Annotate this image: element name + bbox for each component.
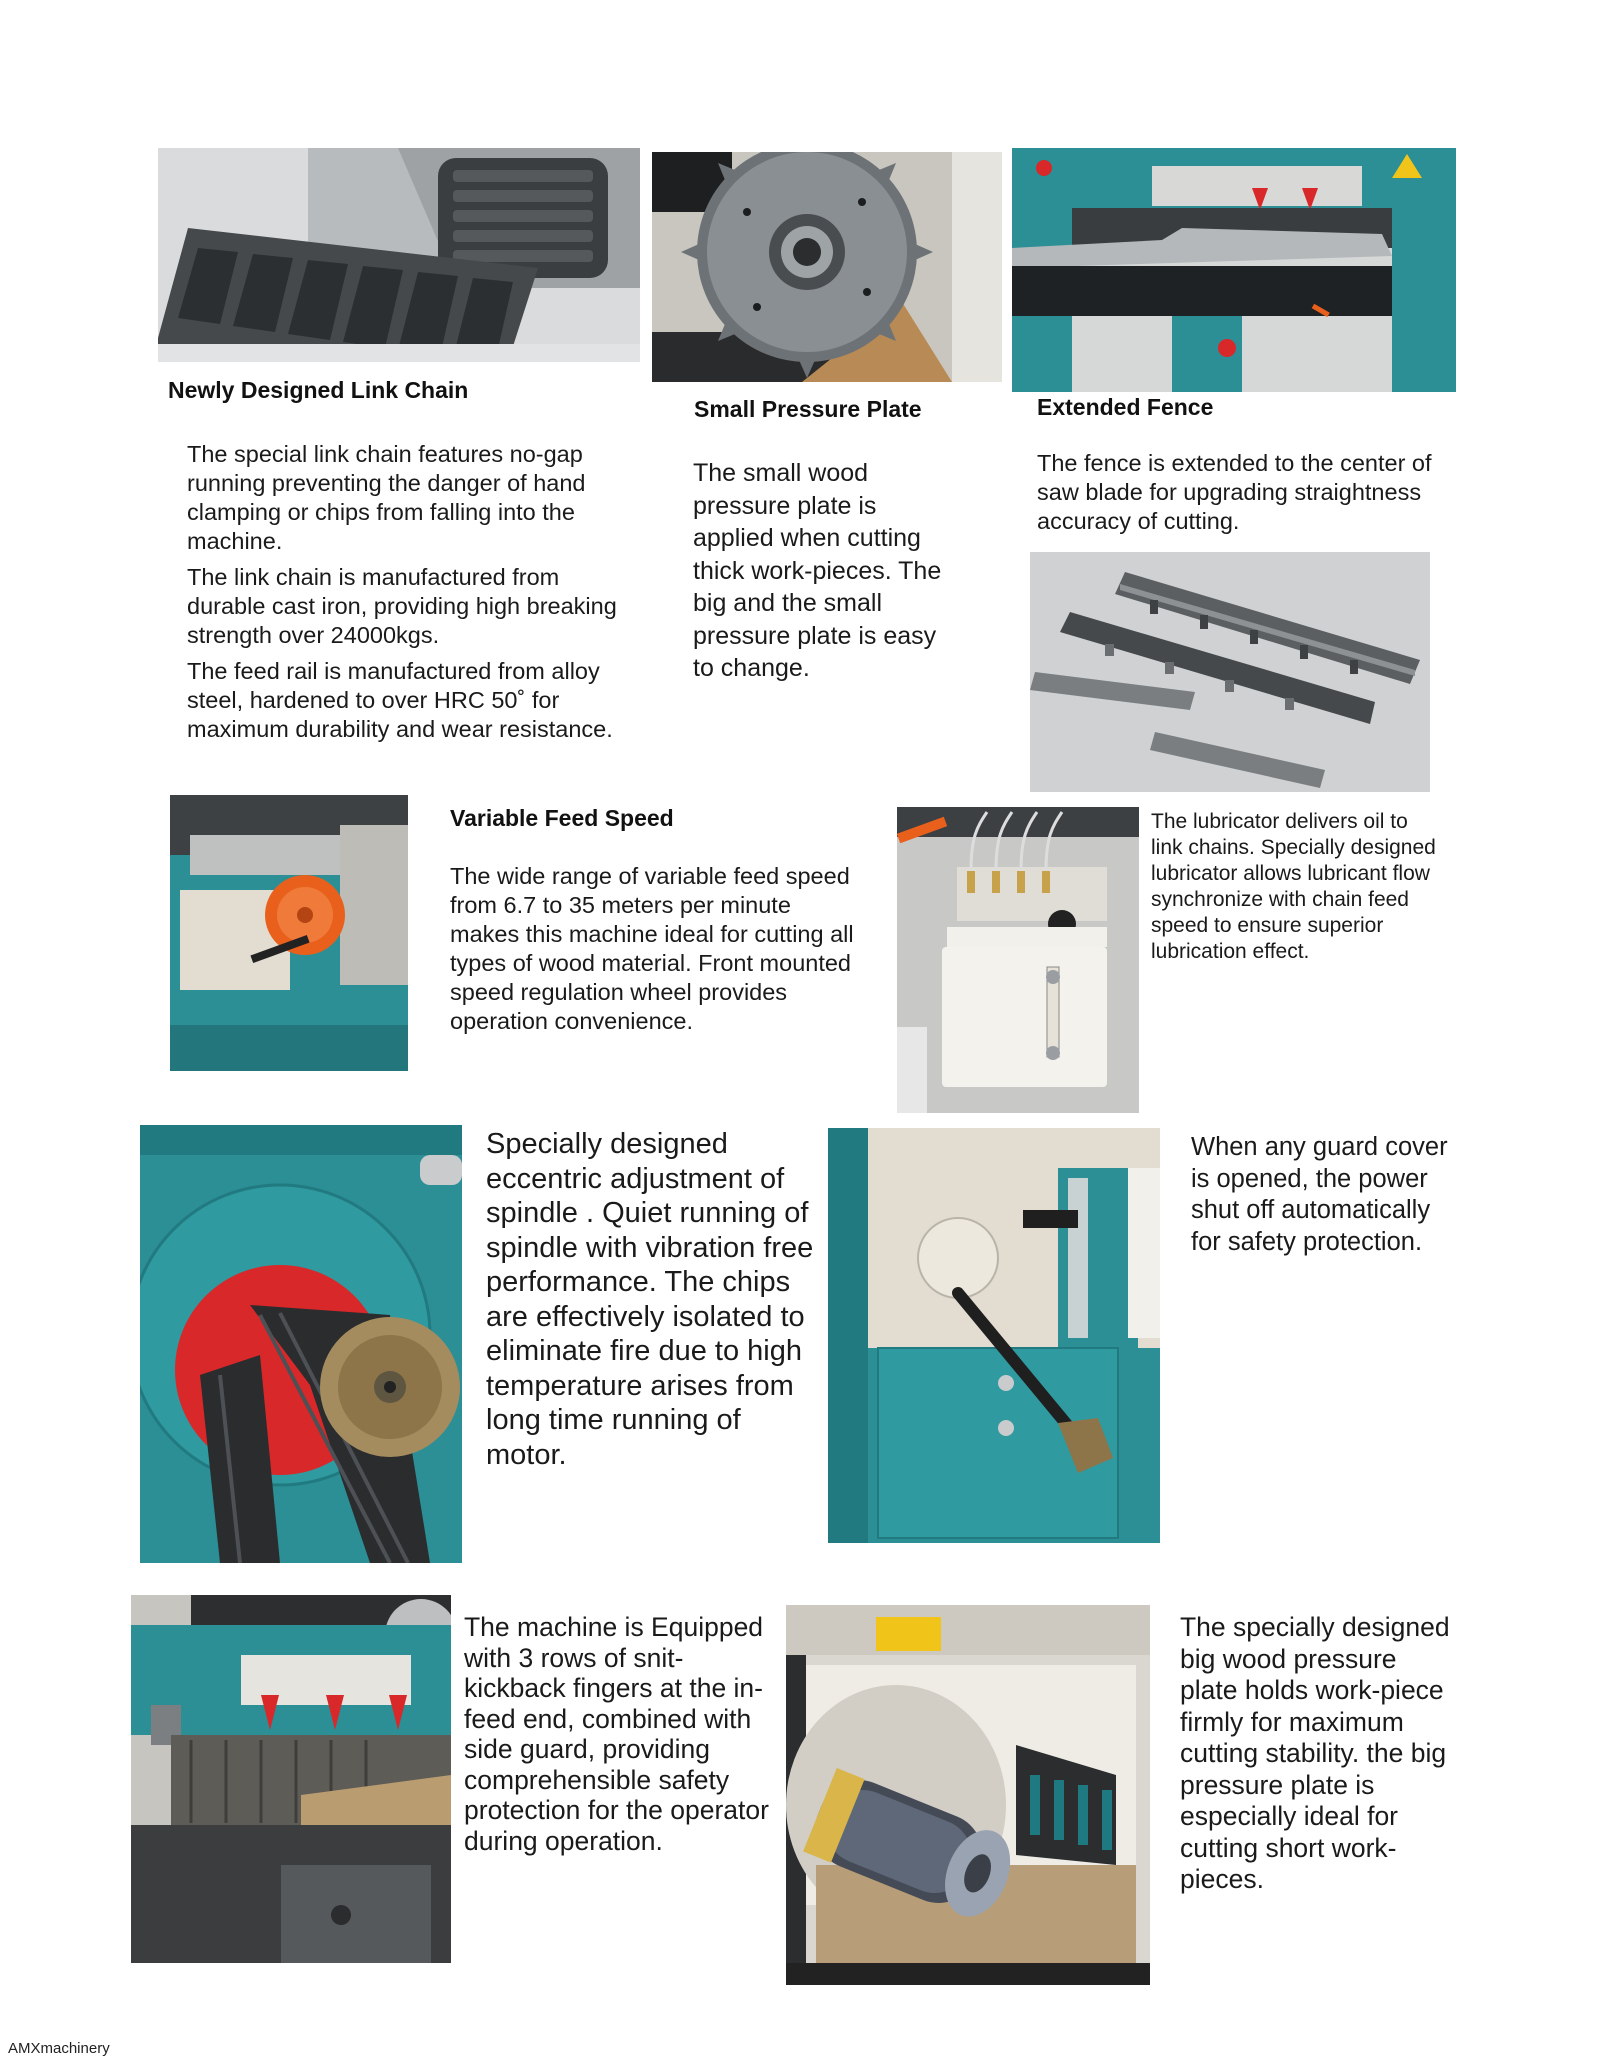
kickback-fingers-photo bbox=[131, 1595, 451, 1963]
lubricator-description: The lubricator delivers oil to link chains. Specially designed lubricator allows lubricant flow synchronize with chain feed speed to ensure superior lubrication effect. bbox=[1151, 810, 1436, 963]
pressure-plate-title: Small Pressure Plate bbox=[694, 396, 922, 422]
spindle-description: Specially designed eccentric adjustment of spindle . Quiet running of spindle with vibration free performance. The chips are effectively isolated to eliminate fire due to high temperature arises from long time running of motor. bbox=[486, 1128, 814, 1471]
link-chain-paragraph-1: The special link chain features no-gap running preventing the danger of hand clamping or chips from falling into the machine. bbox=[187, 441, 586, 554]
spindle-belt-photo bbox=[140, 1125, 462, 1563]
feed-speed-title: Variable Feed Speed bbox=[450, 805, 674, 831]
watermark-text: AMXmachinery bbox=[8, 2040, 110, 2057]
extended-fence-title: Extended Fence bbox=[1037, 394, 1214, 420]
feed-speed-description: The wide range of variable feed speed from 6.7 to 35 meters per minute makes this machine ideal for cutting all types of wood material. Front mounted speed regulation wheel provides operation convenience. bbox=[450, 863, 854, 1034]
pressure-plate-description: The small wood pressure plate is applied when cutting thick work-pieces. The big and the small pressure plate is easy to change. bbox=[693, 459, 942, 682]
extended-fence-description: The fence is extended to the center of saw blade for upgrading straightness accuracy of cutting. bbox=[1037, 450, 1432, 534]
link-chain-photo bbox=[158, 148, 640, 362]
link-chain-title: Newly Designed Link Chain bbox=[168, 377, 469, 403]
saw-blade-photo bbox=[652, 152, 1002, 382]
feed-speed-wheel-photo bbox=[170, 795, 408, 1071]
guard-switch-photo bbox=[828, 1128, 1160, 1543]
pressure-plates-parts-photo bbox=[1030, 552, 1430, 792]
link-chain-description bbox=[187, 440, 627, 751]
kickback-description: The machine is Equipped with 3 rows of snit-kickback fingers at the in-feed end, combined with side guard, providing comprehensible safety protection for the operator during operation. bbox=[464, 1612, 769, 1856]
big-pressure-plate-description: The specially designed big wood pressure plate holds work-piece firmly for maximum cutting stability. the big pressure plate is especially ideal for cutting short work-pieces. bbox=[1180, 1612, 1450, 1894]
link-chain-paragraph-2: The link chain is manufactured from durable cast iron, providing high breaking strength over 24000kgs. bbox=[187, 564, 617, 648]
extended-fence-photo bbox=[1012, 148, 1456, 392]
lubricator-photo bbox=[897, 807, 1139, 1113]
guard-description: When any guard cover is opened, the power shut off automatically for safety protection. bbox=[1191, 1133, 1448, 1256]
link-chain-paragraph-3: The feed rail is manufactured from alloy steel, hardened to over HRC 50˚ for maximum durability and wear resistance. bbox=[187, 658, 613, 742]
big-pressure-plate-photo bbox=[786, 1605, 1150, 1985]
